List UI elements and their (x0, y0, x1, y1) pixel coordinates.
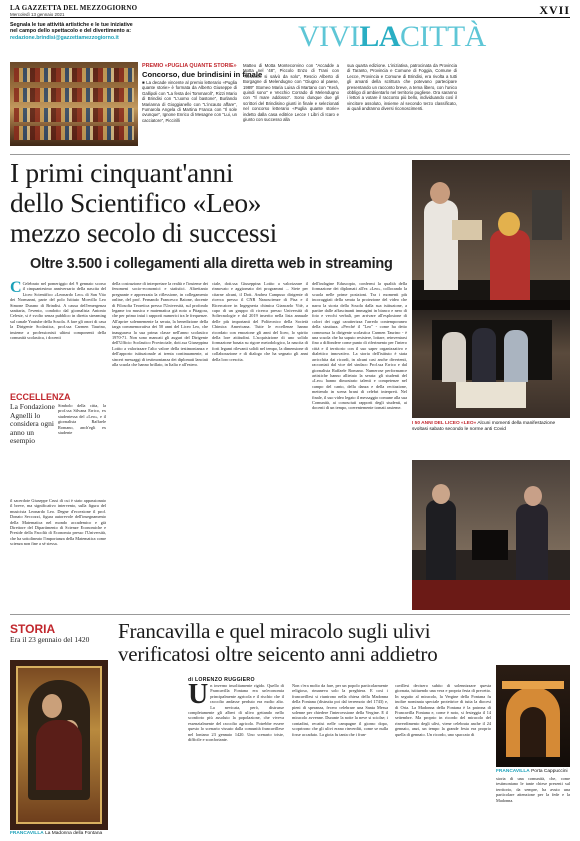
madonna-icon-photo (10, 660, 108, 830)
porta-cappuccini-photo (496, 665, 570, 767)
ceremony-photo-top (412, 160, 570, 418)
madonna-icon-caption-rest: La Madonna della Fontana (43, 831, 103, 836)
feature-kicker: PREMIO «PUGLIA QUANTE STORIE» (142, 63, 237, 69)
issue-date: Mercoledì 13 gennaio 2021 (10, 11, 65, 17)
promo-line-2: nel campo dello spettacolo e del divertimento a: (10, 28, 131, 35)
story2-headline-line-2: verificatosi oltre seicento anni addietro (118, 642, 438, 666)
story2-column-1-text: n inverno insolitamente rigido. Quello di Francavilla Fontana era un'economia principalmente agricola e il rischio che il raccolto andasse perduto era molto alto. La nevicata, però, distrusse completamente gli alberi di ulivo gettando nello sconforto più assoluto la popolazione, che viveva essenzialmente del raccolto agricolo. Potrebbe essere questo lo scenario vissuto dalla comunità francavillese nel lontano 23 gennaio 1420. Uno scenario triste, difficile e sconfortante. (188, 683, 284, 743)
story2-column-1 (188, 683, 284, 831)
masthead (10, 4, 570, 18)
porta-cappuccini-caption (496, 769, 568, 774)
ceremony-photo-bottom (412, 460, 570, 610)
section-title-part3: CITTÀ (400, 20, 486, 53)
feature-column-2: Matteo di Motta Montecorvino con "Accadde a Motta nel '48", Piccolo Enzo di Trani con "Nessuno si salvò da solo", Rescio Alberto di Borgagne di Melendugno con "Giugno al paese, 1989" Stomeo Maria Luisa di Martano con "Kerà, quindi sono" e Vecchio Corrado di Melendugno con "Il mare addosso". Sono dunque due gli scrittori del Brindisino giunti in finale e selezionati nel concorso letterario «Puglia quante storie» indetto dalla casa editrice Lecce I Libri di Icaro e giunto con successo alla (243, 63, 339, 123)
story2-byline: di LORENZO RUGGIERO (188, 677, 255, 683)
promo-email-link[interactable]: redazione.brindisi@gazzettamezzogiorno.it (10, 34, 119, 41)
story2-headline-line-1: Francavilla e quel miracolo sugli ulivi (118, 619, 431, 643)
ceremony-photo-caption-bold: I 50 ANNI DEL LICEO «LEO» (412, 421, 477, 426)
ceremony-photo-caption-rest: Alcuni momenti della manifestazione svoltasi sabato secondo le norme anti Covid (412, 421, 556, 432)
ceremony-photo-caption (412, 421, 570, 433)
madonna-icon-caption (10, 831, 102, 836)
porta-cappuccini-caption-rest: Porta Cappuccini (529, 769, 568, 774)
main-column-1: C Celebrato nel pomeriggio del 9 gennaio scorso il cinquantesimo anniversario della nascita del Liceo Scientifico «Leonardo Leo» di San Vito dei Normanni, parte del polo Istituto Morvillo Leo Simone Durano di Brindisi. A causa dell'emergenza sanitaria, l'evento, condotto dal giornalista Antonio Celeste, si è svolto senza pubblico in diretta streaming sul canale Youtube della Scuola. A fare gli onori di casa la Dirigente Scolastica, prof.ssa Carmen Taurino, insieme a professionisti ultimi componenti della comunità scolastica, i docenti (10, 281, 106, 341)
madonna-icon-caption-bold: FRANCAVILLA (10, 831, 44, 836)
page-number: XVII (539, 3, 570, 17)
main-headline-line-2: dello Scientifico «Leo» (10, 187, 262, 218)
story2-dropcap: U (188, 683, 209, 710)
porta-cappuccini-caption-bold: FRANCAVILLA (496, 769, 530, 774)
main-headline (10, 158, 405, 248)
main-subheadline: Oltre 3.500 i collegamenti alla diretta web in streaming (30, 256, 393, 272)
story2-column-4: storia di una comunità, che, come testimoniano le tante chiese presenti sul territorio, da sempre, ha avuto una particolare attenzione per la fede e la Madonna. (496, 776, 570, 803)
storia-box (10, 622, 108, 645)
main-column-1-lower: il sacerdote Giuseppe Crusi di cui è stato appassionato il breve, ma significativo intervento, sulla figura del musicista Leonardo Leo. Degne d'eccezione il prof. Donato Seccozzi, figura autorevole dell'insegnamento della Matematica nel mondo accademico e già Direttore del Dipartimento di Scienze Economiche e Preside della Facoltà di Economia presso l'Università, che ha sottolineato l'importanza della Matematica come scienza non fine a sé stessa. (10, 498, 106, 547)
main-column-2: della costruzione di interpretare la realtà e l'insieme dei fenomeni socio-economici e statistici. Altrettanto pregnante e apprezzata la riflessione, in collegamento online, del prof. Fernando Francesco Baione, docente di Filosofia Teoretica presso l'Università, sul profondo legame tra musica e matematica già noto a Pitagora, che per primo intuì i rapporti numerici tra le frequenze. All'aprire solennemente la serata, la benedizione della targa commemorativa dei 50 anni del Liceo Leo, che inaugurava la sua prima classe nell'anno scolastico 1970-71. Non sono mancati gli auguri del Dirigente dell'Ufficio Scolastico Provinciale, dott.ssa Giuseppina Lotito a valorizzare l'alto valore della testimonianza e dell'apporto istituzionale ai trenta continuamente, ai sinceri messaggi di testimonianza dei diplomati lanciati alla scuola che hanno brillato, in Italia e all'estero. (112, 281, 208, 368)
main-column-1-text: Celebrato nel pomeriggio del 9 gennaio scorso il cinquantesimo anniversario della nascita del Liceo Scientifico «Leonardo Leo» di San Vito dei Normanni, parte del polo Istituto Morvillo Leo Simone Durano di Brindisi. A causa dell'emergenza sanitaria, l'evento, condotto dal giornalista Antonio Celeste, si è svolto senza pubblico in diretta streaming sul canale Youtube della Scuola. A fare gli onori di casa la Dirigente Scolastica, prof.ssa Carmen Taurino, insieme a professionisti ultimi componenti della comunità scolastica, i docenti (10, 281, 106, 341)
main-column-3: ciale, dott.ssa Giuseppina Lotito a valorizzare il rinnovato e aggiornato dei programmi ... Siete per citarne alcuni, il Dott. Andrea Campuso dirigente di ricerca presso il CNR Nanoscienze di Pisa e il Ricercatore in Ingegneria chimica Giancarlo Vitè, a capo di un gruppo di ricerca presso Università di Soltecnologie e dal 2019 inserito nella lista annuale delle più importanti del Politecnico della Società Chimica Americana. Tutte le eccellenze hanno ricordato con emozione gli anni del liceo, lo spirito della lore attitudini. L'acquisizione di uno solido formazione basata su rigore metodologico, la nascita di forti legami rilevanti solidi nel tempo, la dimensione di collaborazione e di dialogo che ha segnato gli anni della loro crescita. (212, 281, 308, 362)
sidebar-text: La Fondazione Agnelli lo considera ogni anno un esempio (10, 402, 55, 446)
section-title (298, 20, 486, 54)
story2-column-2: Non c'era molto da fare, per un popolo particolarmente religioso, rimaneva solo la preghiera. E così i francavillesi si riunirono nella chiesa della Madonna della Fontana (distrutta poi dal terremoto del 1743) e, pieni di speranza, fecero celebrare una Santa Messa solenne per chiedere l'intercessione della Vergine. E il miracolo avvenne. Durante la notte la neve si sciolse; i contadini, recatisi nelle campagne il giorno dopo, scoprirono che gli ulivi erano rinverditi, come se nulla fosse accaduto. La gioia fu tanta che i fran- (292, 683, 388, 737)
books-photo (10, 62, 138, 146)
promo-box (10, 22, 240, 58)
main-headline-line-3: mezzo secolo di successi (10, 217, 277, 248)
storia-text: Era il 23 gennaio del 1420 (10, 635, 90, 644)
main-column-1-middle: Simbolo della citta, la prof.ssa Silvana Errico, ex studentessa del «Leo», e il giornalista Raffaele Romano, anch'egli ex studente (58, 403, 106, 436)
sidebar-label: ECCELLENZA (10, 392, 71, 402)
story2-column-3: cavillesi decisero subito di solennizzare questa giornata, istituendo una vera e propria festa di precetto. In seguito al miracolo, la Vergine della Fontana fu inoltre nominata speciale protettrice di tutta la diocesi di Oria. La Madonna della Fontana è la patrona di Francavilla Fontana e, come è noto, si festeggia il 14 settembre. Ma proprio in ricordo del miracolo del rinverdimento degli ulivi, viene celebrata anche il 24 gennaio, anzi, un tempo la grande festa era proprio quella di gennaio. Un ricordo, uno spaccato di (395, 683, 491, 737)
feature-title: Concorso, due brindisini in finale (142, 70, 263, 79)
main-column-4: dell'indagine Eduscopio, confermi la qualità della formazione dei diplomati all'ex «Leo», collocando la scuola nelle prime posizioni. Tra i momenti più incoraggiati della serata la proiezione del video che narra la storia della Scuola dalla sua istituzione, a partire dalle affascinanti immagini in bianco e nero di foto e vecchi verbali, per arrivare all'esplosione di colori dei oggi caratterizza l'arredo contemporaneo della struttura. «Perché il "Leo" - come ha detto commossa la dirigente scolastica Carmen Taurino - è una scuola che ha saputo resistere, lottare, reinventarsi fino a diffondere come punto di riferimento per l'intero città e il territorio con il suo saper organizzativo e dialettico innovativo. La storia dell'istituto è stata arricchita dai ricordi, in alcuni casi anche divertenti, raccontati dal vice del sindaco Prof.ssa Errico e dal giornalista Raffaele Romano. Numerose performance artistiche hanno allietato la serata: gli studenti del «Leo» hanno dimostrato talenti e competenze nel campo del canto, della danza e della recitazione, mettendo in scena brani di celebri interpreti. Nel finale, il suo video legato il messaggio comune alla sua Comunità, ai conosciuti rapporti degli studenti, ai docenti di un tempo, coerentemente tornati assieme. (312, 281, 407, 411)
story2-headline (118, 620, 570, 666)
section-title-part2: LA (359, 20, 400, 53)
main-headline-line-1: I primi cinquant'anni (10, 157, 234, 188)
feature-column-1: ■ La decade vincente al premio letterario «Puglia quante storie» è formata da Alberto Giuseppe di Gallipoli con "La festa dei Tommaroli", Rizzi Mario di Brindisi con "L'uomo col bastone", Burlando Marianna di Gioggianello con "L'incauto affare", Fumarola Angela di Martina Franca con "Il sole ovunque", Ignone Enrico di Mesagne con "Lui, un cacciatore", Piccirilli (142, 80, 237, 123)
storia-label: STORIA (10, 622, 56, 636)
section-title-part1: VIVI (298, 20, 360, 53)
promo-line-1: Segnala le tue attività artistiche e le tue iniziative (10, 22, 133, 28)
paper-name: LA GAZZETTA DEL MEZZOGIORNO (10, 4, 138, 12)
feature-column-3: sua quarta edizione. L'iniziativa, patrocinata da Provincia di Taranto, Provincia e Comune di Foggia, Comune di Lecce, Provincia e Comune di Brindisi, era rivolta a tutti gli amanti della scrittura che potevano partecipare presentando un racconto breve, a tema libero, con l'unico obbligo di ambientarlo nel territorio pugliese. Ora saranno i lettori a votare il racconto più bello, individuando così il vincitore assoluto, insieme al secondo terzo classificato, ai quali andranno diversi riconoscimenti. (347, 63, 457, 112)
